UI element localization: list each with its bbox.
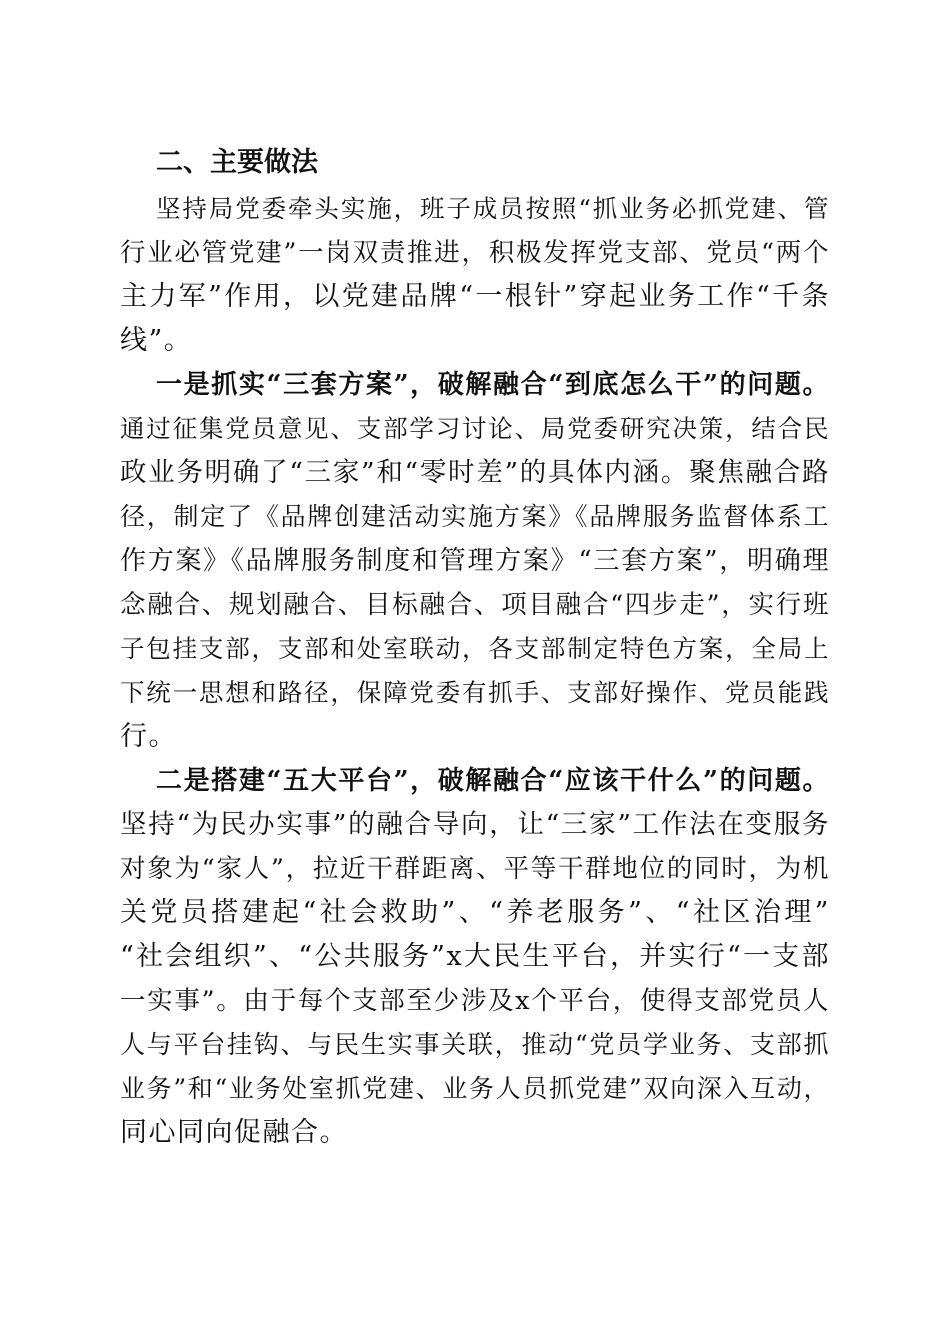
paragraph-line: 人与平台挂钩、与民生实事关联，推动“党员学业务、支部抓	[120, 1030, 830, 1059]
paragraph-line: 线”。	[120, 325, 193, 356]
paragraph-line: 关党员搭建起“社会救助”、“养老服务”、“社区治理”	[120, 897, 830, 928]
paragraph-line: 一实事”。由于每个支部至少涉及x个平台，使得支部党员人	[120, 986, 830, 1016]
paragraph-line: 行。	[120, 721, 177, 752]
section-heading: 二、主要做法	[156, 147, 318, 178]
paragraph-line: 坚持“为民办实事”的融合导向，让“三家”工作法在变服务	[120, 809, 830, 840]
paragraph-line: 坚持局党委牵头实施，班子成员按照“抓业务必抓党建、管	[156, 194, 830, 223]
paragraph-2	[120, 363, 830, 759]
paragraph-line: 念融合、规划融合、目标融合、项目融合“四步走”，实行班	[120, 590, 830, 620]
paragraph-line: 作方案》《品牌服务制度和管理方案》“三套方案”，明确理	[120, 546, 830, 576]
paragraph-line: 主力军”作用，以党建品牌“一根针”穿起业务工作“千条	[120, 281, 830, 312]
paragraph-line: 通过征集党员意见、支部学习讨论、局党委研究决策，结合民	[120, 414, 830, 443]
paragraph-line: 下统一思想和路径，保障党委有抓手、支部好操作、党员能践	[120, 678, 830, 707]
document-page	[120, 138, 830, 1155]
paragraph-3	[120, 759, 830, 1155]
paragraph-line: 行业必管党建”一岗双责推进，积极发挥党支部、党员“两个	[120, 238, 830, 268]
paragraph-line: 政业务明确了“三家”和“零时差”的具体内涵。聚焦融合路	[120, 457, 830, 488]
paragraph-line: “社会组织”、“公共服务”x大民生平台，并实行“一支部	[120, 941, 830, 972]
paragraph-1	[120, 187, 830, 363]
paragraph-line: 对象为“家人”，拉近干群距离、平等干群地位的同时，为机	[120, 854, 830, 884]
paragraph-line: 径，制定了《品牌创建活动实施方案》《品牌服务监督体系工	[120, 502, 830, 531]
paragraph-line: 子包挂支部，支部和处室联动，各支部制定特色方案，全局上	[120, 634, 830, 663]
paragraph-title: 一是抓实“三套方案”，破解融合“到底怎么干”的问题。	[156, 370, 830, 400]
paragraph-line: 业务”和“业务处室抓党建、业务人员抓党建”双向深入互动，	[120, 1074, 830, 1103]
paragraph-line: 同心同向促融合。	[120, 1117, 348, 1148]
paragraph-title: 二是搭建“五大平台”，破解融合“应该干什么”的问题。	[156, 766, 830, 796]
